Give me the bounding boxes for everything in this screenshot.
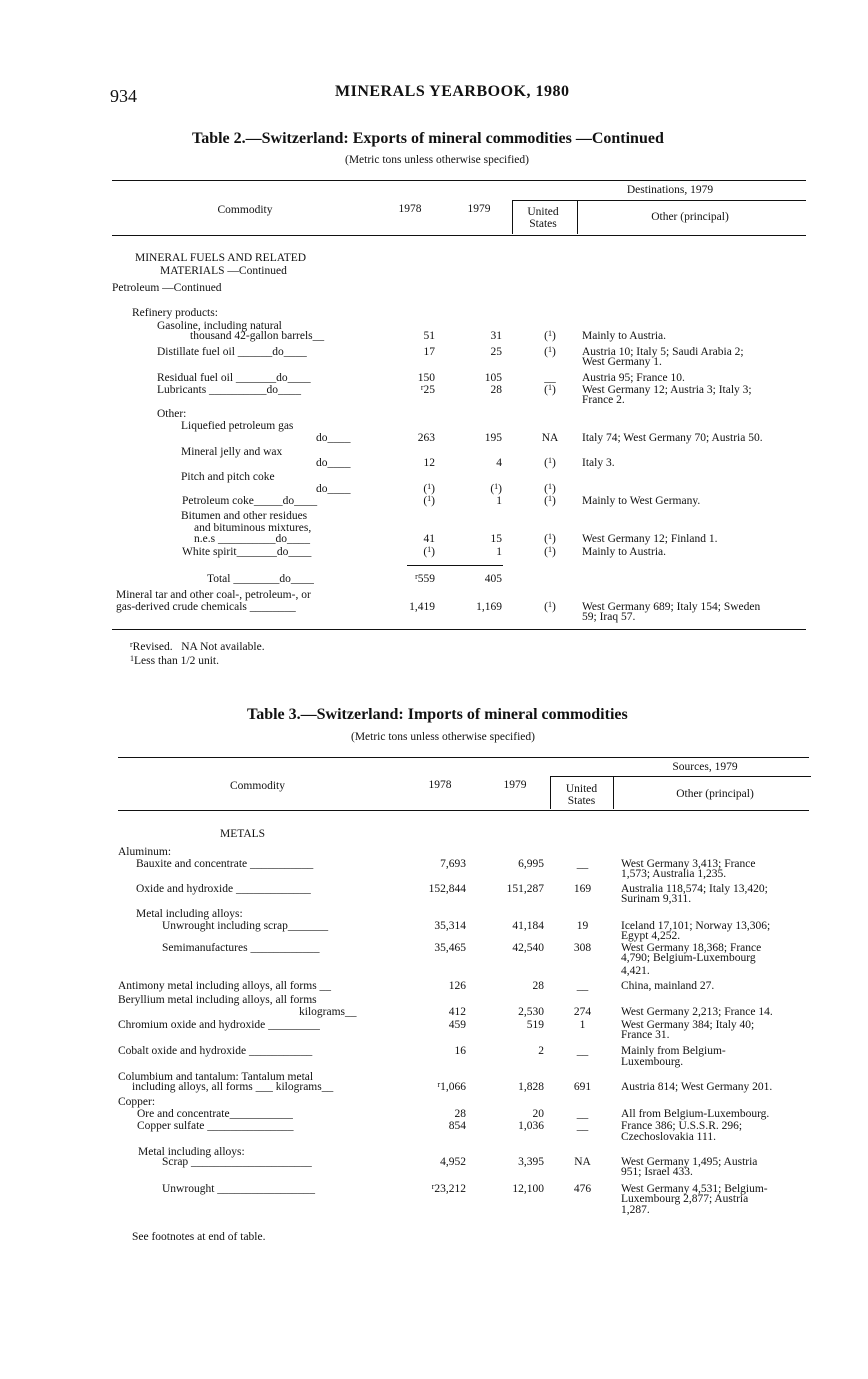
table2-commodity-cell: White spirit_______do____ (182, 546, 312, 558)
table3-group-rule (550, 776, 811, 777)
table2-other-cell: Italy 3. (582, 457, 615, 469)
table2-y1978-cell: ($^1$) (423, 482, 435, 495)
table3-other-cell: Austria 814; West Germany 201. (621, 1081, 773, 1093)
table2-commodity-cell: Petroleum coke_____do____ (182, 495, 318, 507)
table2-y1979-cell: 405 (484, 573, 502, 585)
table3-y1978-cell: 152,844 (428, 883, 466, 895)
table2-other-divider (577, 200, 578, 234)
table3-commodity-cell: including alloys, all forms ___ kilograms__ (132, 1081, 334, 1093)
table2-y1979-cell: 15 (490, 533, 502, 545)
table3-commodity-cell: Antimony metal including alloys, all forms __ (118, 980, 332, 992)
table3-other-cell: West Germany 3,413; France (621, 858, 756, 870)
table2-row (0, 282, 868, 294)
table2-row (0, 252, 868, 264)
table2-y1979-cell: 195 (484, 432, 502, 444)
table2-us-cell: ($^1$) (544, 456, 556, 469)
table2-other-cell: West Germany 12; Austria 3; Italy 3; (582, 384, 752, 396)
table2-other-cell: West Germany 12; Finland 1. (582, 533, 718, 545)
table3-row (0, 893, 868, 905)
table2-top-rule (112, 180, 806, 181)
table3-other-cell: 4,790; Belgium-Luxembourg (621, 952, 756, 964)
table3-other-cell: 951; Israel 433. (621, 1166, 693, 1178)
table2-row (0, 483, 868, 495)
table2-commodity-cell: Pitch and pitch coke (181, 471, 275, 483)
table3-row (0, 1006, 868, 1018)
table3-other-cell: West Germany 4,531; Belgium- (621, 1183, 768, 1195)
table3-us-cell: 476 (573, 1183, 592, 1195)
table3-commodity-cell: Copper: (118, 1096, 156, 1108)
table3-y1978-cell: 4,952 (440, 1156, 466, 1168)
table2-row (0, 471, 868, 483)
table2-row (0, 495, 868, 507)
table3-y1979-cell: 2,530 (518, 1006, 544, 1018)
table2-y1978-cell: ($^1$) (423, 494, 435, 507)
table3-commodity-cell: Oxide and hydroxide _____________ (136, 883, 311, 895)
table2-row (0, 307, 868, 319)
table3-y1979-cell: 151,287 (506, 883, 544, 895)
table3-y1978-cell: 126 (448, 980, 466, 992)
table2-commodity-cell: MATERIALS —Continued (160, 265, 287, 277)
table3-y1979-cell: 519 (526, 1019, 544, 1031)
table3-row (0, 846, 868, 858)
table3-other-cell: West Germany 2,213; France 14. (621, 1006, 773, 1018)
table3-y1979-cell: 42,540 (512, 942, 544, 954)
table2-other-cell: West Germany 689; Italy 154; Sweden (582, 601, 761, 613)
table3-y1979-cell: 41,184 (512, 920, 544, 932)
table3-y1978-cell: 412 (448, 1006, 466, 1018)
table2-y1979-cell: 25 (490, 346, 502, 358)
table3-other-cell: France 31. (621, 1029, 670, 1041)
table2-y1979-cell: 1,169 (476, 601, 502, 613)
table2-y1978-cell: 150 (417, 372, 435, 384)
table3-commodity-cell: Bauxite and concentrate ___________ (136, 858, 314, 870)
table3-other-cell: West Germany 18,368; France (621, 942, 762, 954)
table2-header-1978: 1978 (398, 203, 422, 215)
table3-commodity-cell: kilograms__ (299, 1006, 357, 1018)
table2-other-cell: Mainly to Austria. (582, 546, 667, 558)
table3-y1978-cell: 854 (448, 1120, 466, 1132)
table3-commodity-cell: Semimanufactures ____________ (162, 942, 320, 954)
table3-commodity-cell: METALS (220, 828, 266, 840)
table2-other-cell: Mainly to West Germany. (582, 495, 701, 507)
table3-row (0, 1131, 868, 1143)
table2-bottom-rule (112, 629, 806, 630)
table3-header-1979: 1979 (503, 779, 527, 791)
table3-other-cell: 1,573; Australia 1,235. (621, 868, 727, 880)
table3-header-commodity: Commodity (230, 780, 285, 792)
table2-other-cell: 59; Iraq 57. (582, 611, 636, 623)
table3-us-cell: __ (576, 1045, 589, 1057)
table2-y1978-cell: 263 (417, 432, 435, 444)
table3-footnote: See footnotes at end of table. (132, 1231, 266, 1243)
table2-row (0, 265, 868, 277)
table2-us-cell: ($^1$) (544, 532, 556, 545)
table3-commodity-cell: Ore and concentrate___________ (137, 1108, 293, 1120)
table3-title: Table 3.—Switzerland: Imports of mineral commodities (247, 706, 628, 723)
table2-us-cell: ($^1$) (544, 329, 556, 342)
table2-commodity-cell: Lubricants __________do____ (157, 384, 302, 396)
table3-other-cell: Luxembourg 2,877; Austria (621, 1193, 749, 1205)
table2-commodity-cell: do____ (316, 457, 351, 469)
table2-other-cell: Austria 10; Italy 5; Saudi Arabia 2; (582, 346, 744, 358)
table2-commodity-cell: Liquefied petroleum gas (181, 420, 294, 432)
table3-y1979-cell: 20 (532, 1108, 544, 1120)
table2-other-cell: Italy 74; West Germany 70; Austria 50. (582, 432, 763, 444)
table2-total-rule (407, 565, 503, 566)
table3-commodity-cell: Metal including alloys: (136, 908, 243, 920)
table2-y1979-cell: ($^1$) (490, 482, 502, 495)
table3-commodity-cell: Copper sulfate _______________ (137, 1120, 294, 1132)
table2-y1978-cell: $^r$559 (415, 572, 435, 585)
table2-header-us: United States (527, 206, 559, 230)
table2-y1978-cell: ($^1$) (423, 545, 435, 558)
table3-us-cell: 19 (576, 920, 589, 932)
table3-row (0, 1166, 868, 1178)
table2-commodity-cell: Refinery products: (132, 307, 218, 319)
table3-row (0, 1108, 868, 1120)
table2-us-cell: ($^1$) (544, 482, 556, 495)
table3-commodity-cell: Columbium and tantalum: Tantalum metal (118, 1071, 314, 1083)
table2-row (0, 589, 868, 601)
table2-group-rule (512, 200, 806, 201)
table2-y1978-cell: $^r$25 (420, 383, 435, 396)
table3-other-cell: Egypt 4,252. (621, 930, 681, 942)
table2-row (0, 394, 868, 406)
table3-us-cell: NA (574, 1156, 591, 1168)
table2-commodity-cell: Bitumen and other residues (181, 510, 308, 522)
table2-row (0, 573, 868, 585)
table2-commodity-cell: n.e.s __________do____ (194, 533, 310, 545)
table3-y1978-cell: 16 (454, 1045, 466, 1057)
table3-other-cell: West Germany 384; Italy 40; (621, 1019, 755, 1031)
table2-y1979-cell: 28 (490, 384, 502, 396)
table3-us-cell: 1 (579, 1019, 586, 1031)
table2-title: Table 2.—Switzerland: Exports of mineral commodities —Continued (192, 130, 664, 147)
table2-us-cell: ($^1$) (544, 545, 556, 558)
table2-commodity-cell: Total ________do____ (207, 573, 314, 585)
table2-row (0, 356, 868, 368)
table3-row (0, 952, 868, 964)
table2-other-cell: France 2. (582, 394, 625, 406)
table2-commodity-cell: Distillate fuel oil ______do____ (157, 346, 307, 358)
table2-commodity-cell: thousand 42-gallon barrels__ (190, 330, 325, 342)
table3-commodity-cell: Chromium oxide and hydroxide _________ (118, 1019, 320, 1031)
table3-row (0, 965, 868, 977)
table2-y1978-cell: 17 (423, 346, 435, 358)
table3-top-rule (118, 757, 809, 758)
table3-commodity-cell: Beryllium metal including alloys, all forms (118, 994, 317, 1006)
table3-us-cell: __ (576, 1120, 589, 1132)
table3-other-divider (613, 776, 614, 809)
table3-us-cell: 274 (573, 1006, 592, 1018)
table3-y1979-cell: 6,995 (518, 858, 544, 870)
table2-us-cell: ($^1$) (544, 600, 556, 613)
table2-y1978-cell: 1,419 (409, 601, 435, 613)
table2-us-cell: NA (541, 432, 559, 444)
table2-us-cell: ($^1$) (544, 345, 556, 358)
table3-y1978-cell: $^r$1,066 (437, 1080, 466, 1093)
table2-y1979-cell: 31 (490, 330, 502, 342)
table2-us-cell: ($^1$) (544, 383, 556, 396)
table2-y1979-cell: 1 (496, 495, 502, 507)
table3-us-cell: 169 (573, 883, 592, 895)
table3-us-cell: 691 (573, 1081, 592, 1093)
table3-other-cell: 1,287. (621, 1204, 650, 1216)
table3-y1978-cell: $^r$23,212 (431, 1182, 466, 1195)
table2-footnote-less-than: $^1$Less than 1/2 unit. (130, 654, 219, 667)
table2-header-other: Other (principal) (651, 211, 729, 223)
table3-other-cell: Luxembourg. (621, 1056, 684, 1068)
table3-row (0, 828, 868, 840)
table3-y1978-cell: 459 (448, 1019, 466, 1031)
table3-y1979-cell: 1,828 (518, 1081, 544, 1093)
table2-footnote-revised: $^r$Revised. NA Not available. (130, 640, 265, 653)
table3-commodity-cell: Aluminum: (118, 846, 172, 858)
page-number: 934 (110, 86, 137, 106)
table3-row (0, 868, 868, 880)
table2-y1979-cell: 105 (484, 372, 502, 384)
table3-us-cell: __ (576, 980, 589, 992)
table3-other-cell: France 386; U.S.S.R. 296; (621, 1120, 743, 1132)
table3-row (0, 908, 868, 920)
table3-y1979-cell: 2 (538, 1045, 544, 1057)
table3-other-cell: Iceland 17,101; Norway 13,306; (621, 920, 771, 932)
table3-header-rule (118, 810, 809, 811)
table2-other-cell: Austria 95; France 10. (582, 372, 685, 384)
table2-commodity-cell: Petroleum —Continued (112, 282, 222, 294)
table2-row (0, 546, 868, 558)
table3-subtitle: (Metric tons unless otherwise specified) (351, 731, 535, 743)
table3-commodity-cell: Unwrought including scrap_______ (162, 920, 329, 932)
table3-header-1978: 1978 (428, 779, 452, 791)
table3-row (0, 980, 868, 992)
table3-y1978-cell: 28 (454, 1108, 466, 1120)
running-head: MINERALS YEARBOOK, 1980 (335, 83, 570, 100)
table2-row (0, 408, 868, 420)
table2-commodity-cell: Mineral jelly and wax (181, 446, 283, 458)
table2-header-destinations: Destinations, 1979 (626, 184, 714, 196)
table2-y1979-cell: 1 (496, 546, 502, 558)
table2-row (0, 533, 868, 545)
table3-commodity-cell: Cobalt oxide and hydroxide ___________ (118, 1045, 313, 1057)
table3-y1978-cell: 35,465 (434, 942, 466, 954)
table3-header-us: United States (565, 783, 598, 807)
table3-header-other: Other (principal) (676, 788, 754, 800)
table3-y1978-cell: 7,693 (440, 858, 466, 870)
table2-y1978-cell: 51 (423, 330, 435, 342)
table3-row (0, 1096, 868, 1108)
table2-other-cell: Mainly to Austria. (582, 330, 667, 342)
table3-y1979-cell: 28 (532, 980, 544, 992)
table3-header-sources: Sources, 1979 (672, 761, 738, 773)
table2-commodity-cell: and bituminous mixtures, (194, 522, 312, 534)
table2-commodity-cell: Gasoline, including natural (157, 320, 282, 332)
table2-y1978-cell: 41 (423, 533, 435, 545)
table2-row (0, 432, 868, 444)
table2-row (0, 611, 868, 623)
table2-us-cell: __ (544, 372, 556, 384)
table2-other-cell: West Germany 1. (582, 356, 662, 368)
table2-commodity-cell: do____ (316, 483, 351, 495)
table3-row (0, 1081, 868, 1093)
table2-commodity-cell: do____ (316, 432, 351, 444)
table2-header-rule (112, 235, 806, 236)
table2-header-commodity: Commodity (217, 204, 273, 216)
table3-other-cell: Czechoslovakia 111. (621, 1131, 716, 1143)
table3-commodity-cell: Scrap _____________________ (162, 1156, 312, 1168)
table2-row (0, 330, 868, 342)
table3-other-cell: China, mainland 27. (621, 980, 715, 992)
table3-other-cell: 4,421. (621, 965, 650, 977)
table2-subtitle: (Metric tons unless otherwise specified) (345, 154, 529, 166)
table3-row (0, 1029, 868, 1041)
table3-commodity-cell: Unwrought _________________ (162, 1183, 316, 1195)
table2-commodity-cell: Mineral tar and other coal-, petroleum-, or (116, 589, 311, 601)
table3-y1979-cell: 3,395 (518, 1156, 544, 1168)
table2-y1978-cell: 12 (423, 457, 435, 469)
table3-row (0, 994, 868, 1006)
table3-us-cell: 308 (573, 942, 592, 954)
table2-commodity-cell: MINERAL FUELS AND RELATED (135, 252, 307, 264)
table2-commodity-cell: Residual fuel oil _______do____ (157, 372, 311, 384)
table3-commodity-cell: Metal including alloys: (138, 1146, 245, 1158)
table3-other-cell: West Germany 1,495; Austria (621, 1156, 758, 1168)
table3-us-cell: __ (576, 858, 589, 870)
table2-header-1979: 1979 (467, 203, 491, 215)
table2-row (0, 372, 868, 384)
table2-row (0, 457, 868, 469)
table2-row (0, 420, 868, 432)
table2-us-cell: ($^1$) (544, 494, 556, 507)
table2-row (0, 510, 868, 522)
table2-commodity-cell: gas-derived crude chemicals ________ (116, 601, 296, 613)
table3-row (0, 930, 868, 942)
table2-y1979-cell: 4 (496, 457, 502, 469)
table3-other-cell: Australia 118,574; Italy 13,420; (621, 883, 768, 895)
table3-other-cell: All from Belgium-Luxembourg. (621, 1108, 770, 1120)
table3-us-cell: __ (576, 1108, 589, 1120)
table3-other-cell: Mainly from Belgium- (621, 1045, 726, 1057)
table3-row (0, 1056, 868, 1068)
table3-y1979-cell: 12,100 (512, 1183, 544, 1195)
table2-commodity-cell: Other: (157, 408, 187, 420)
table3-y1978-cell: 35,314 (434, 920, 466, 932)
table3-row (0, 1204, 868, 1216)
table3-other-cell: Surinam 9,311. (621, 893, 692, 905)
table3-y1979-cell: 1,036 (518, 1120, 544, 1132)
